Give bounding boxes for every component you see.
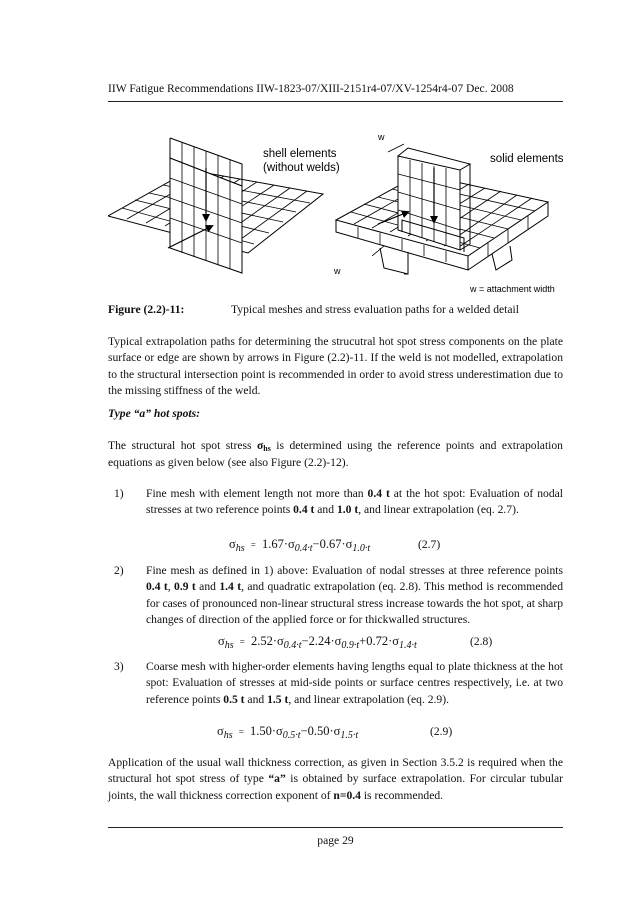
eq3-eqsign: =	[238, 727, 244, 737]
eq1-c2: −0.67·σ	[312, 537, 353, 551]
item3-b1: 0.5 t	[223, 692, 245, 706]
p2-sigma: σ	[256, 439, 264, 452]
section-heading-type-a: Type “a” hot spots:	[108, 407, 200, 420]
eq1-c1: 1.67·σ	[261, 537, 295, 551]
footer-rule	[108, 827, 563, 828]
eq2-c2: −2.24·σ	[301, 634, 342, 648]
eq3-lhs: σ	[217, 724, 224, 738]
figure-caption	[108, 303, 563, 316]
label-w-bottom: w	[334, 266, 341, 276]
eq1-eqsign: =	[250, 540, 256, 550]
list-item-text	[146, 563, 563, 629]
item2-t2: ,	[167, 580, 175, 594]
p3-t2: is obtained by surface extrapolation. For circular tubular joints, the wall thickness correction exponent of	[108, 772, 563, 802]
page-header: IIW Fatigue Recommendations IIW-1823-07/XIII-2151r4-07/XV-1254r4-07 Dec. 2008	[108, 82, 514, 95]
item2-t4: , and quadratic extrapolation (eq. 2.8). This method is recommended for cases of pronounced non-linear structural stress increase towards the hot spot, at sharp changes of direction of the applied force or for thickwalled structures.	[146, 580, 563, 627]
label-shell-elements: shell elements	[263, 148, 337, 160]
caption-text: Typical meshes and stress evaluation paths for a welded detail	[231, 303, 519, 316]
label-solid-elements: solid elements	[490, 153, 563, 165]
eq1-lhs-sub: hs	[235, 543, 245, 554]
eq3-c2: −0.50·σ	[300, 724, 341, 738]
p3-b1: “a”	[268, 772, 286, 786]
equation-2-8	[218, 634, 417, 649]
p3-t1: Application of the usual wall thickness correction, as given in Section 3.5.2 is required when the structural hot spot stress of type	[108, 756, 563, 786]
item1-t4: , and linear extrapolation (eq. 2.7).	[358, 503, 519, 517]
item1-b1: 0.4 t	[367, 487, 390, 500]
eq2-s3: 1.4·	[398, 640, 414, 651]
eq1-t2: t	[367, 543, 371, 554]
page-number: page 29	[317, 834, 354, 847]
label-without-welds: (without welds)	[263, 162, 340, 174]
item1-b3: 1.0 t	[336, 503, 359, 517]
item3-t2: and	[244, 692, 268, 706]
eq2-lhs: σ	[218, 634, 225, 648]
item2-t1: Fine mesh as defined in 1) above: Evaluation of nodal stresses at three reference points	[146, 564, 563, 577]
eq2-t2: t	[356, 640, 360, 651]
paragraph-wall-thickness-correction	[108, 755, 563, 804]
eq2-t1: t	[298, 640, 302, 651]
equation-number-2-7: (2.7)	[418, 538, 441, 551]
list-item-number: 2)	[114, 564, 124, 577]
equation-number-2-9: (2.9)	[430, 725, 453, 738]
eq1-lhs: σ	[229, 537, 236, 551]
equation-number-2-8: (2.8)	[470, 635, 493, 648]
p2-post: is determined using the reference points and extrapolation equations as given below (see also Figure (2.2)-12).	[108, 439, 563, 470]
eq1-t1: t	[309, 543, 313, 554]
eq3-lhs-sub: hs	[223, 730, 233, 741]
item1-t3: and	[314, 503, 337, 517]
p2-pre: The structural hot spot stress	[108, 439, 257, 452]
item2-b1: 0.4 t	[146, 580, 168, 594]
list-item-number: 3)	[114, 660, 124, 673]
list-item-text	[146, 486, 563, 519]
item1-t2: at the hot spot: Evaluation of nodal stresses at two reference points	[146, 487, 563, 517]
mesh-illustration	[108, 128, 563, 296]
eq2-s2: 0.9·	[341, 640, 357, 651]
eq3-t2: t	[355, 730, 359, 741]
caption-label: Figure (2.2)-11:	[108, 303, 185, 316]
label-attachment-width: w = attachment width	[470, 284, 555, 294]
list-item-text	[146, 659, 563, 708]
item1-b2: 0.4 t	[293, 503, 315, 517]
eq2-c3: +0.72·σ	[359, 634, 399, 648]
item2-b2: 0.9 t	[174, 580, 196, 594]
item3-t1: Coarse mesh with higher-order elements having lengths equal to plate thickness at the hot spot: Evaluation of stresses at mid-side points or surface centres respectively, i.e. at two reference points	[146, 660, 563, 706]
label-w-top: w	[378, 132, 385, 142]
equation-2-9	[217, 724, 358, 739]
eq1-s2: 1.0·	[352, 543, 368, 554]
figure-meshes	[108, 128, 563, 296]
eq2-c1: 2.52·σ	[250, 634, 284, 648]
eq2-t3: t	[413, 640, 417, 651]
eq1-s1: 0.4·	[294, 543, 310, 554]
list-item-number: 1)	[114, 487, 124, 500]
item3-t3: , and linear extrapolation (eq. 2.9).	[288, 692, 449, 706]
item2-t3: and	[195, 580, 220, 594]
p2-sigma-sub: hs	[263, 444, 271, 453]
paragraph-structural-hot-spot	[108, 438, 563, 472]
eq2-eqsign: =	[239, 637, 245, 647]
item3-b2: 1.5 t	[267, 692, 289, 706]
p3-b2: n=0.4	[333, 788, 361, 802]
item1-t1: Fine mesh with element length not more than	[146, 487, 368, 500]
eq2-s1: 0.4·	[283, 640, 299, 651]
header-rule	[108, 101, 563, 102]
eq3-s1: 0.5·	[282, 730, 298, 741]
paragraph-extrapolation-paths: Typical extrapolation paths for determining the strucutral hot spot stress components on the plate surface or edge are shown by arrows in Figure (2.2)-11. If the weld is not modelled, extrapolation to the structural intersection point is recommended in order to avoid stress underestimation due to the missing stiffness of the weld.	[108, 335, 563, 398]
eq3-c1: 1.50·σ	[249, 724, 283, 738]
equation-2-7	[229, 537, 370, 552]
item2-b3: 1.4 t	[219, 580, 242, 594]
eq2-lhs-sub: hs	[224, 640, 234, 651]
p3-t3: is recommended.	[360, 788, 444, 802]
eq3-t1: t	[297, 730, 301, 741]
eq3-s2: 1.5·	[340, 730, 356, 741]
